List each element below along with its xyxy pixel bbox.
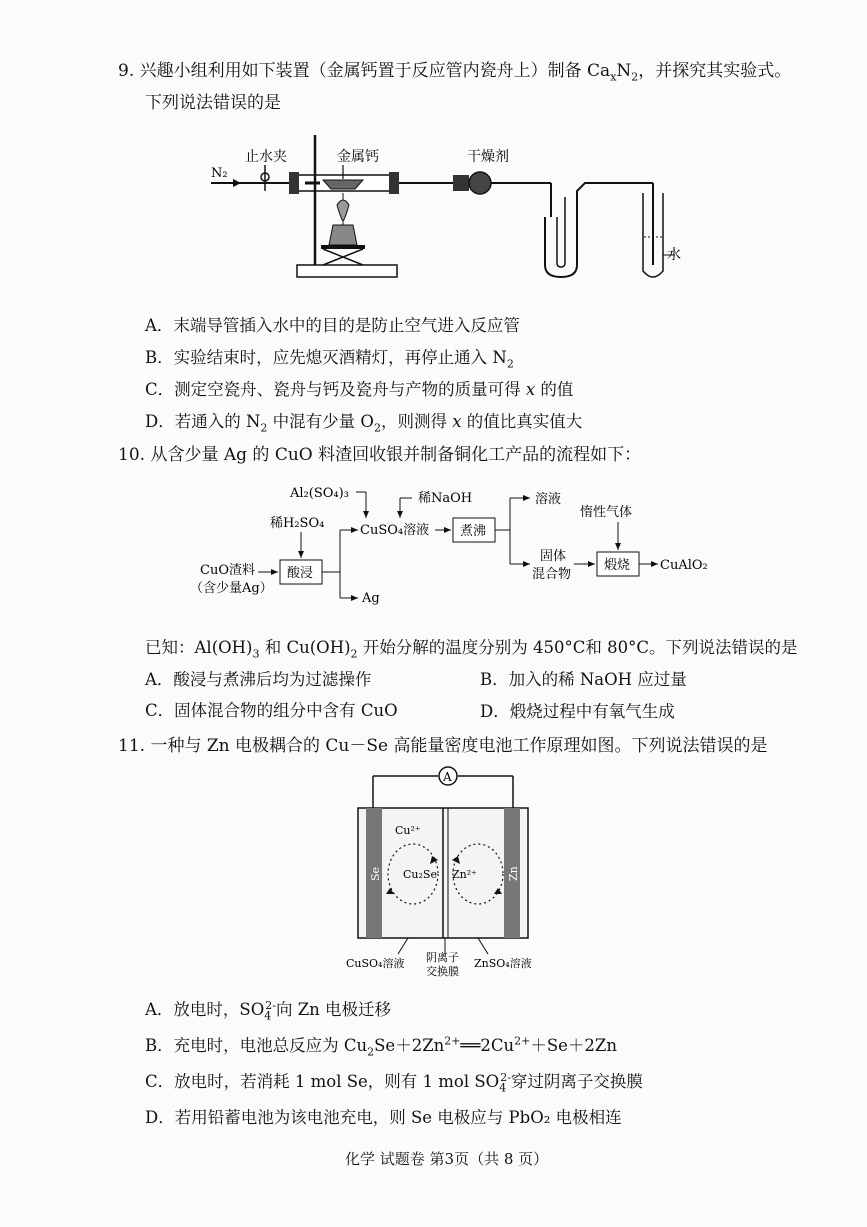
label-membrane-1: 阴离子 <box>426 951 459 964</box>
label-desiccant: 干燥剂 <box>467 149 509 165</box>
q10-flow-diagram <box>190 480 730 610</box>
flow-h2so4: 稀H₂SO₄ <box>270 516 325 531</box>
q11-stem: 11. 一种与 Zn 电极耦合的 Cu－Se 高能量密度电池工作原理如图。下列说法错误的是 <box>118 736 768 756</box>
label-zn2: Zn²⁺ <box>452 868 477 881</box>
q10-option-a: A．酸浸与煮沸后均为过滤操作 <box>145 670 372 689</box>
q10-option-d: D．煅烧过程中有氧气生成 <box>480 702 675 721</box>
label-se: Se <box>369 866 382 881</box>
label-zn: Zn <box>507 866 520 881</box>
label-cu2: Cu²⁺ <box>395 824 421 837</box>
q10-option-b: B．加入的稀 NaOH 应过量 <box>480 670 687 689</box>
flow-cuso4: CuSO₄溶液 <box>360 523 430 538</box>
label-calcium: 金属钙 <box>337 149 379 165</box>
label-water: 水 <box>667 247 681 263</box>
q9-stem-line2: 下列说法错误的是 <box>145 93 281 113</box>
flow-al2so43: Al₂(SO₄)₃ <box>290 486 349 501</box>
label-n2: N₂ <box>211 166 228 181</box>
q9-apparatus-figure <box>205 125 695 285</box>
page-footer: 化学 试题卷 第3页（共 8 页） <box>345 1150 549 1168</box>
label-znso4: ZnSO₄溶液 <box>474 957 532 970</box>
flow-inert-gas: 惰性气体 <box>580 505 633 520</box>
q11-number: 11. <box>118 736 146 756</box>
q9-option-c: C．测定空瓷舟、瓷舟与钙及瓷舟与产物的质量可得 x 的值 <box>145 380 574 399</box>
label-cuso4: CuSO₄溶液 <box>346 957 405 970</box>
flow-cuo-1: CuO渣料 <box>200 563 255 578</box>
q10-number: 10. <box>118 445 146 465</box>
flow-solid-1: 固体 <box>540 549 567 564</box>
q11-option-c: C．放电时，若消耗 1 mol Se，则有 1 mol $SO_4^{2-}$穿过阴离子交换膜 <box>145 1070 643 1095</box>
q9-option-a: A．末端导管插入水中的目的是防止空气进入反应管 <box>145 316 520 335</box>
q9-option-d: D．若通入的 $N_2$ 中混有少量 $O_2$，则测得 x 的值比真实值大 <box>145 412 583 435</box>
q10-known: 已知：$Al(OH)_3$ 和 $Cu(OH)_2$ 开始分解的温度分别为 450°C和 80°C。下列说法错误的是 <box>145 638 798 661</box>
flow-solution: 溶液 <box>535 492 562 507</box>
q11-option-d: D．若用铅蓄电池为该电池充电，则 Se 电极应与 PbO₂ 电极相连 <box>145 1108 622 1127</box>
q9-stem-line1: 9. 兴趣小组利用如下装置（金属钙置于反应管内瓷舟上）制备 $Ca_xN_2$，并探究其实验式。 <box>118 61 792 84</box>
q10-stem: 10. 从含少量 Ag 的 CuO 料渣回收银并制备铜化工产品的流程如下： <box>118 445 642 465</box>
flow-ag: Ag <box>362 591 380 606</box>
flow-calcine: 煅烧 <box>604 558 631 573</box>
flow-cuo-2: （含少量Ag） <box>190 581 273 596</box>
label-ammeter: A <box>443 770 452 784</box>
q10-option-c: C．固体混合物的组分中含有 CuO <box>145 701 398 720</box>
flow-boil: 煮沸 <box>460 524 487 539</box>
flow-naoh: 稀NaOH <box>418 491 473 506</box>
q11-battery-figure <box>340 764 545 979</box>
q11-option-a: A．放电时，$SO_4^{2-}$向 Zn 电极迁移 <box>145 998 392 1023</box>
flow-acid-leach: 酸浸 <box>287 566 314 581</box>
flow-cualo2: CuAlO₂ <box>660 558 708 573</box>
q9-option-b: B．实验结束时，应先熄灭酒精灯，再停止通入 $N_2$ <box>145 348 514 371</box>
q11-option-b: B．充电时，电池总反应为 $Cu_2Se+2Zn^{2+}══2Cu^{2+}+Se+2Zn$ <box>145 1034 618 1059</box>
q9-number: 9. <box>118 61 135 81</box>
label-membrane-2: 交换膜 <box>426 965 459 978</box>
label-clamp: 止水夹 <box>245 149 287 165</box>
flow-solid-2: 混合物 <box>532 567 572 582</box>
label-cu2se: Cu₂Se <box>403 868 437 881</box>
